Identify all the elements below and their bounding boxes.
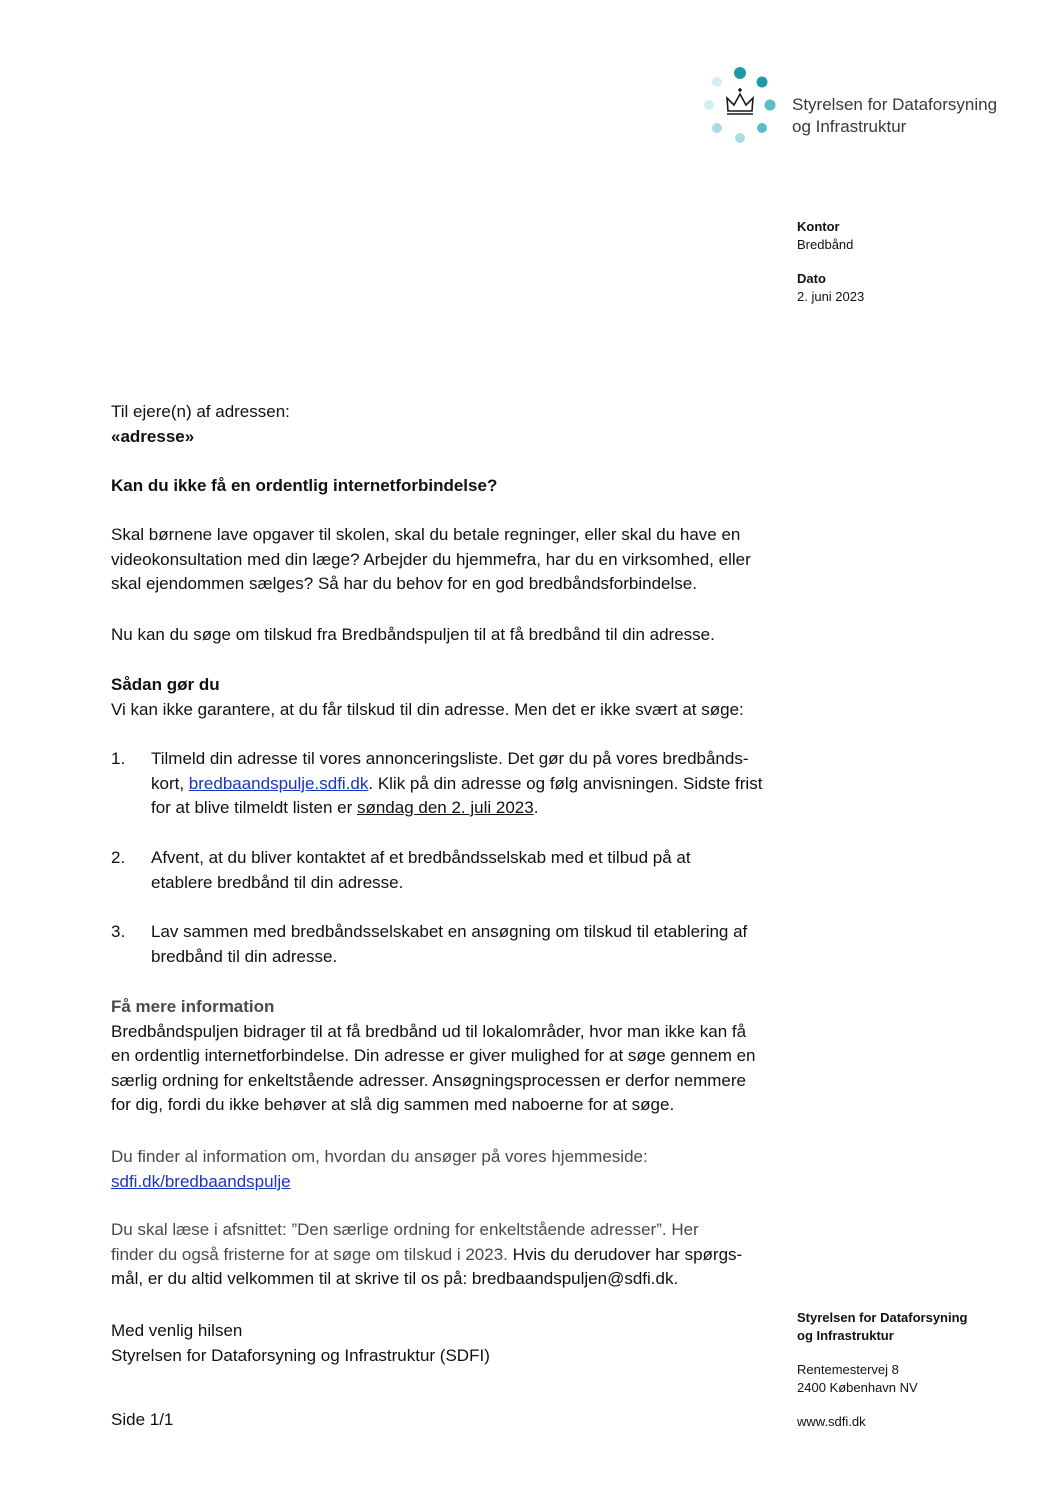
note-line: Du skal læse i afsnittet: ”Den særlige ordning for enkeltstående adresser”. Her [111,1220,699,1239]
kontor-label: Kontor [797,219,840,234]
intro-line: skal ejendommen sælges? Så har du behov for en god bredbåndsforbindelse. [111,574,697,593]
footer-org-line: Styrelsen for Dataforsyning [797,1310,968,1325]
section-note [111,1218,742,1292]
step-line: bredbånd til din adresse. [151,946,338,966]
step-line: Afvent, at du bliver kontaktet af et bredbåndsselskab med et tilbud på at [151,848,691,867]
intro-paragraph [111,523,751,597]
closing-block [111,1319,490,1368]
letter-heading: Kan du ikke få en ordentlig internetforbindelse? [111,476,498,495]
more-info-section [111,995,755,1118]
logo-text-line2: og Infrastruktur [792,117,907,136]
dato-value: 2. juni 2023 [797,289,865,304]
meta-block [797,218,864,306]
footer-website: www.sdfi.dk [797,1414,866,1429]
more-info-line: for dig, fordi du ikke behøver at slå dig sammen med naboerne for at søge. [111,1095,675,1114]
signature: Styrelsen for Dataforsyning og Infrastruktur (SDFI) [111,1345,490,1365]
step-line: Tilmeld din adresse til vores annonceringsliste. Det gør du på vores bredbånds- [151,749,749,768]
more-info-title: Få mere information [111,997,275,1016]
page-number: Side 1/1 [111,1410,174,1429]
note-line: mål, er du altid velkommen til at skrive til os på: bredbaandspuljen@sdfi.dk. [111,1269,679,1288]
find-info-text: Du finder al information om, hvordan du ansøger på vores hjemmeside: [111,1147,648,1166]
step-number: 1. [111,749,126,768]
find-info-section [111,1145,648,1194]
recipient-line: Til ejere(n) af adressen: [111,402,290,421]
crown-dots-icon [700,66,790,146]
apply-line: Nu kan du søge om tilskud fra Bredbåndspuljen til at få bredbånd til din adresse. [111,625,715,644]
intro-line: Skal børnene lave opgaver til skolen, skal du betale regninger, eller skal du have en [111,525,741,544]
step-line: for at blive tilmeldt listen er søndag den 2. juli 2023. [151,798,539,817]
step-line: etablere bredbånd til din adresse. [151,872,404,892]
map-link[interactable]: bredbaandspulje.sdfi.dk [188,773,369,793]
more-info-line: Bredbåndspuljen bidrager til at få bredbånd ud til lokalområder, hvor man ikke kan få [111,1021,747,1041]
how-title: Sådan gør du [111,675,220,694]
footer-address-line: Rentemestervej 8 [797,1362,899,1377]
step-line: kort, bredbaandspulje.sdfi.dk. Klik på din adresse og følg anvisningen. Sidste frist [151,773,763,793]
greeting: Med venlig hilsen [111,1321,243,1340]
step-number: 2. [111,848,126,867]
deadline-date: søndag den 2. juli 2023 [356,798,534,817]
sdfi-logo [700,66,1030,146]
how-text: Vi kan ikke garantere, at du får tilskud til din adresse. Men det er ikke svært at søge: [111,699,744,719]
step-line: Lav sammen med bredbåndsselskabet en ansøgning om tilskud til etablering af [151,922,748,941]
footer-sender [797,1309,968,1431]
how-section [111,673,744,722]
footer-address-line: 2400 København NV [797,1380,918,1395]
footer-org-line: og Infrastruktur [797,1328,894,1343]
note-line: finder du også fristerne for at søge om tilskud i 2023. Hvis du derudover har spørgs- [111,1244,743,1264]
kontor-value: Bredbånd [797,237,854,252]
step-number: 3. [111,922,126,941]
website-link[interactable]: sdfi.dk/bredbaandspulje [111,1171,291,1191]
logo-text-line1: Styrelsen for Dataforsyning [792,95,998,114]
dato-label: Dato [797,271,826,286]
recipient-block [111,400,290,449]
more-info-line: en ordentlig internetforbindelse. Din adresse er giver mulighed for at søge gennem en [111,1046,756,1065]
intro-line: videokonsultation med din læge? Arbejder du hjemmefra, har du en virksomhed, eller [111,549,751,569]
more-info-line: særlig ordning for enkeltstående adresser. Ansøgningsprocessen er derfor nemmere [111,1070,747,1090]
address-placeholder: «adresse» [111,426,195,446]
